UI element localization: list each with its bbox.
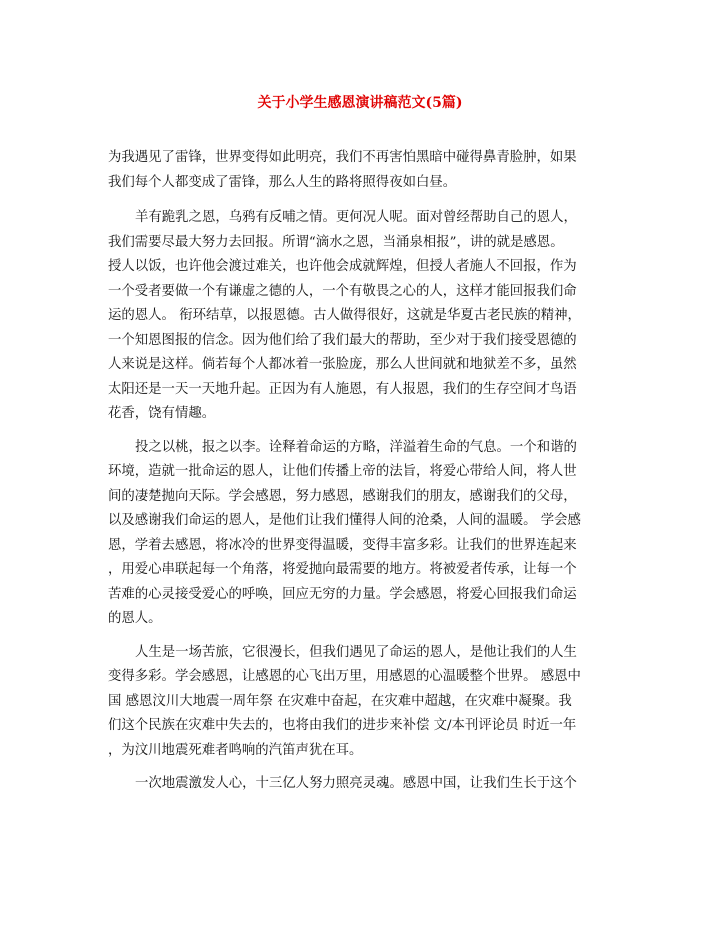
document-body — [108, 146, 614, 797]
paragraph-line: ，为汶川地震死难者鸣响的汽笛声犹在耳。 — [108, 742, 363, 758]
document-title: 关于小学生感恩演讲稿范文(5篇) — [257, 95, 463, 111]
paragraph-line: 间的凄楚抛向天际。学会感恩，努力感恩，感谢我们的朋友，感谢我们的父母， — [108, 488, 577, 504]
paragraph-line: ，用爱心串联起每一个角落，将爱抛向最需要的地方。将被爱者传承，让每一个 — [108, 562, 577, 577]
paragraph-line: 们这个民族在灾难中失去的，也将由我们的进步来补偿 文/本刊评论员 时近一年 — [108, 718, 577, 733]
paragraph-5 — [108, 772, 614, 797]
paragraph-4 — [108, 641, 614, 764]
paragraph-line: 的恩人。 — [108, 611, 162, 626]
paragraph-line: 人来说是这样。倘若每个人都冰着一张脸庞，那么人世间就和地狱差不多，虽然 — [108, 357, 577, 372]
paragraph-line: 运的恩人。 衔环结草，以报恩德。古人做得很好，这就是华夏古老民族的精神， — [108, 308, 581, 323]
paragraph-line: 太阳还是一天一天地升起。正因为有人施恩，有人报恩，我们的生存空间才鸟语 — [108, 381, 577, 397]
paragraph-line: 环境，造就一批命运的恩人，让他们传播上帝的法旨，将爱心带给人间，将人世 — [108, 464, 577, 479]
paragraph-line: 恩，学着去感恩，将冰冷的世界变得温暖，变得丰富多彩。让我们的世界连起来 — [108, 537, 577, 553]
paragraph-line: 一个知恩图报的信念。因为他们给了我们最大的帮助，至少对于我们接受恩德的 — [108, 332, 577, 348]
paragraph-line: 以及感谢我们命运的恩人，是他们让我们懂得人间的沧桑，人间的温暖。 学会感 — [108, 513, 581, 528]
paragraph-line: 花香，饶有情趣。 — [108, 406, 216, 421]
paragraph-line: 国 感恩汶川大地震一周年祭 在灾难中奋起，在灾难中超越，在灾难中凝聚。我 — [108, 693, 572, 709]
paragraph-line: 羊有跪乳之恩，乌鸦有反哺之情。更何况人呢。面对曾经帮助自己的恩人， — [135, 210, 577, 225]
paragraph-2 — [108, 206, 614, 427]
paragraph-line: 我们需要尽最大努力去回报。所谓“滴水之恩，当涌泉相报”，讲的就是感恩。 — [108, 234, 564, 250]
paragraph-line: 我们每个人都变成了雷锋，那么人生的路将照得夜如白昼。 — [108, 174, 457, 190]
paragraph-1 — [108, 146, 614, 195]
paragraph-3 — [108, 436, 614, 632]
paragraph-line: 授人以饭，也许他会渡过难关，也许他会成就辉煌，但授人者施人不回报，作为 — [108, 259, 577, 274]
paragraph-line: 为我遇见了雷锋，世界变得如此明亮，我们不再害怕黑暗中碰得鼻青脸肿，如果 — [108, 150, 577, 165]
paragraph-line: 变得多彩。学会感恩，让感恩的心飞出万里，用感恩的心温暖整个世界。 感恩中 — [108, 669, 581, 684]
paragraph-line: 投之以桃，报之以李。诠释着命运的方略，洋溢着生命的气息。一个和谐的 — [135, 439, 577, 455]
paragraph-line: 苦难的心灵接受爱心的呼唤，回应无穷的力量。学会感恩，将爱心回报我们命运 — [108, 586, 577, 602]
paragraph-line: 一个受者要做一个有谦虚之德的人，一个有敬畏之心的人，这样才能回报我们命 — [108, 283, 577, 299]
paragraph-line: 一次地震激发人心，十三亿人努力照亮灵魂。感恩中国，让我们生长于这个 — [135, 776, 577, 791]
paragraph-line: 人生是一场苦旅，它很漫长，但我们遇见了命运的恩人，是他让我们的人生 — [135, 644, 577, 660]
